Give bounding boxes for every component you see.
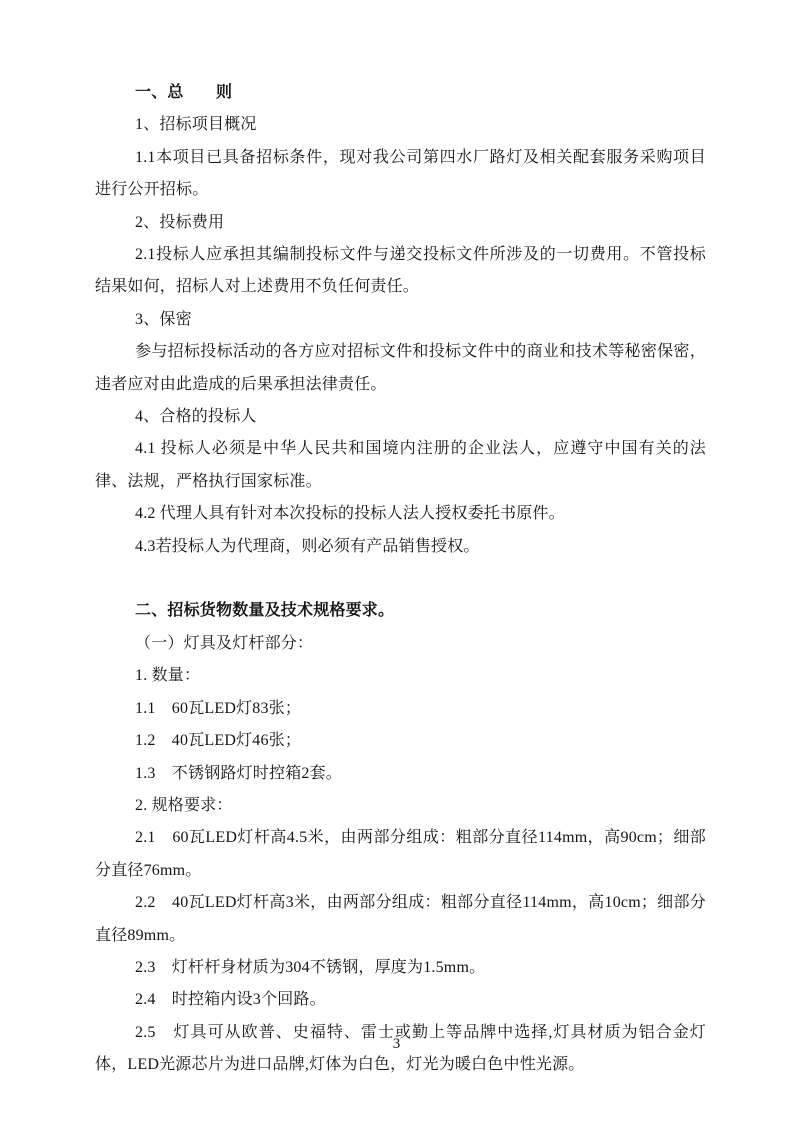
para-spec-requirements-title: 2. 规格要求： bbox=[135, 796, 233, 814]
para-4-1-legal-entity: 4.1 投标人必须是中华人民共和国境内注册的企业法人，应遵守中国有关的法律、法规，严格执行国家标准。 bbox=[95, 440, 706, 490]
para-quantity-title: 1. 数量： bbox=[135, 667, 201, 685]
para-3-confidentiality-body: 参与招标投标活动的各方应对招标文件和投标文件中的商业和技术等秘密保密，违者应对由此造成的后果承担法律责任。 bbox=[95, 343, 706, 393]
item-1-1-60w-led: 1.1 60瓦LED灯83张； bbox=[135, 699, 302, 717]
para-2-1-bid-cost: 2.1投标人应承担其编制投标文件与递交投标文件所涉及的一切费用。不管投标结果如何，招标人对上述费用不负任何责任。 bbox=[95, 246, 706, 296]
document-body bbox=[95, 77, 706, 1082]
item-2-3-pole-material: 2.3 灯杆杆身材质为304不锈钢，厚度为1.5mm。 bbox=[135, 958, 486, 976]
para-part1-lamps-poles-title: （一）灯具及灯杆部分： bbox=[135, 634, 314, 652]
para-4-3-agent-authorization: 4.3若投标人为代理商，则必须有产品销售授权。 bbox=[135, 537, 480, 555]
item-1-3-control-box: 1.3 不锈钢路灯时控箱2套。 bbox=[135, 764, 343, 782]
para-1-project-overview-title: 1、招标项目概况 bbox=[135, 116, 257, 134]
para-4-qualified-bidders-title: 4、合格的投标人 bbox=[135, 408, 257, 426]
heading-goods-quantity-specs: 二、招标货物数量及技术规格要求。 bbox=[135, 602, 395, 620]
para-4-2-power-of-attorney: 4.2 代理人具有针对本次投标的投标人法人授权委托书原件。 bbox=[135, 505, 565, 523]
item-2-1-60w-pole-spec: 2.1 60瓦LED灯杆高4.5米，由两部分组成：粗部分直径114mm，高90cm；细部分直径76mm。 bbox=[95, 829, 706, 879]
item-2-4-control-box-circuits: 2.4 时控箱内设3个回路。 bbox=[135, 991, 326, 1009]
blank-line bbox=[95, 563, 706, 595]
heading-general-provisions: 一、总 则 bbox=[135, 84, 233, 101]
para-2-bid-cost-title: 2、投标费用 bbox=[135, 213, 225, 231]
para-3-confidentiality-title: 3、保密 bbox=[135, 310, 192, 328]
item-2-2-40w-pole-spec: 2.2 40瓦LED灯杆高3米，由两部分组成：粗部分直径114mm，高10cm；细部分直径89mm。 bbox=[95, 894, 706, 944]
item-2-5-lamp-brands: 2.5 灯具可从欧普、史福特、雷士或勤上等品牌中选择,灯具材质为铝合金灯体，LED光源芯片为进口品牌,灯体为白色，灯光为暖白色中性光源。 bbox=[95, 1023, 706, 1074]
para-1-1-project-overview: 1.1本项目已具备招标条件，现对我公司第四水厂路灯及相关配套服务采购项目进行公开招标。 bbox=[95, 148, 706, 199]
item-1-2-40w-led: 1.2 40瓦LED灯46张； bbox=[135, 732, 302, 750]
page-number: 3 bbox=[392, 1036, 401, 1052]
